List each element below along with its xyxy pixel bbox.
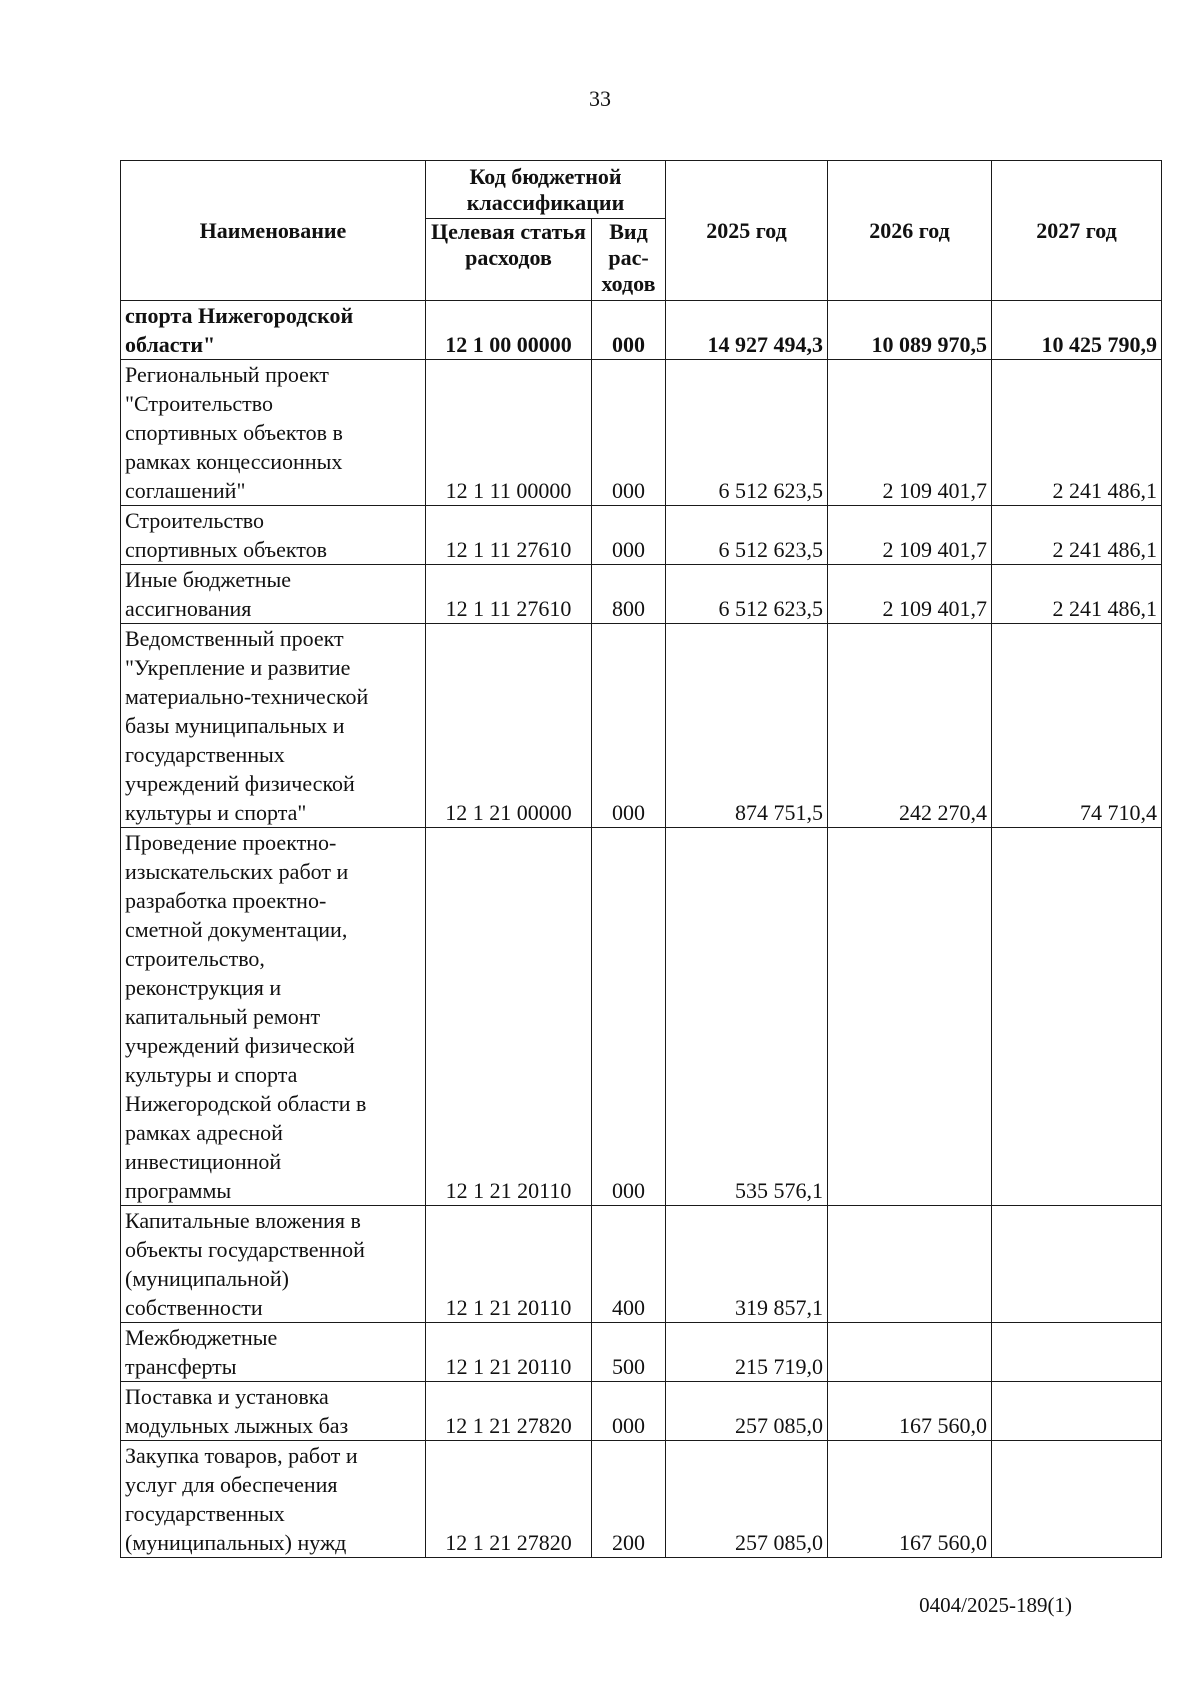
row-name: Региональный проект "Строительство спортивных объектов в рамках концессионных соглашений" (121, 360, 426, 506)
row-expense-type: 000 (592, 1382, 666, 1441)
row-expense-type: 000 (592, 828, 666, 1206)
row-value-2027: 2 241 486,1 (992, 506, 1162, 565)
row-expense-type: 000 (592, 360, 666, 506)
row-expense-type: 000 (592, 506, 666, 565)
row-target-article: 12 1 21 20110 (426, 1206, 592, 1323)
row-value-2026: 2 109 401,7 (828, 565, 992, 624)
row-value-2027 (992, 828, 1162, 1206)
header-target-article: Целевая статья расходов (426, 219, 592, 301)
table-row (121, 360, 1162, 506)
row-value-2027: 2 241 486,1 (992, 360, 1162, 506)
row-target-article: 12 1 21 20110 (426, 1323, 592, 1382)
row-value-2027: 2 241 486,1 (992, 565, 1162, 624)
row-value-2027 (992, 1323, 1162, 1382)
table-row (121, 506, 1162, 565)
row-value-2026: 242 270,4 (828, 624, 992, 828)
row-value-2026 (828, 828, 992, 1206)
row-name: Закупка товаров, работ и услуг для обеспечения государственных (муниципальных) нужд (121, 1441, 426, 1558)
table-header (121, 161, 1162, 301)
row-name: спорта Нижегородской области" (121, 301, 426, 360)
row-value-2027 (992, 1206, 1162, 1323)
table-row (121, 1382, 1162, 1441)
row-value-2026: 2 109 401,7 (828, 360, 992, 506)
row-value-2025: 6 512 623,5 (666, 506, 828, 565)
page-number: 33 (589, 86, 611, 111)
row-value-2026 (828, 1206, 992, 1323)
row-value-2025: 257 085,0 (666, 1441, 828, 1558)
row-target-article: 12 1 11 27610 (426, 506, 592, 565)
row-name: Строительство спортивных объектов (121, 506, 426, 565)
row-target-article: 12 1 11 00000 (426, 360, 592, 506)
row-value-2026: 167 560,0 (828, 1382, 992, 1441)
row-value-2026: 10 089 970,5 (828, 301, 992, 360)
row-expense-type: 200 (592, 1441, 666, 1558)
row-name: Межбюджетные трансферты (121, 1323, 426, 1382)
row-name: Иные бюджетные ассигнования (121, 565, 426, 624)
header-2025: 2025 год (666, 161, 828, 301)
header-2026: 2026 год (828, 161, 992, 301)
row-target-article: 12 1 00 00000 (426, 301, 592, 360)
row-name: Проведение проектно- изыскательских работ и разработка проектно- сметной документации, строительство, реконструкция и капитальный ремонт учреждений физической культуры и спорта Нижегородской области в рамках адресной инвестиционной программы (121, 828, 426, 1206)
row-expense-type: 400 (592, 1206, 666, 1323)
table-row (121, 1206, 1162, 1323)
row-target-article: 12 1 21 27820 (426, 1382, 592, 1441)
row-value-2025: 535 576,1 (666, 828, 828, 1206)
row-value-2025: 319 857,1 (666, 1206, 828, 1323)
row-value-2025: 6 512 623,5 (666, 360, 828, 506)
row-target-article: 12 1 21 00000 (426, 624, 592, 828)
table-body (121, 301, 1162, 1558)
row-name: Поставка и установка модульных лыжных баз (121, 1382, 426, 1441)
row-name: Капитальные вложения в объекты государственной (муниципальной) собственности (121, 1206, 426, 1323)
table-row (121, 565, 1162, 624)
row-value-2026 (828, 1323, 992, 1382)
header-name: Наименование (121, 161, 426, 301)
header-2027: 2027 год (992, 161, 1162, 301)
row-value-2025: 215 719,0 (666, 1323, 828, 1382)
row-value-2026: 2 109 401,7 (828, 506, 992, 565)
table-row (121, 1441, 1162, 1558)
budget-table (120, 160, 1162, 1558)
row-expense-type: 800 (592, 565, 666, 624)
header-expense-type: Вид рас-ходов (592, 219, 666, 301)
header-code-group: Код бюджетной классификации (426, 161, 666, 219)
row-expense-type: 000 (592, 624, 666, 828)
row-value-2027: 74 710,4 (992, 624, 1162, 828)
table-row (121, 301, 1162, 360)
row-name: Ведомственный проект "Укрепление и развитие материально-технической базы муниципальных и государственных учреждений физической культуры и спорта" (121, 624, 426, 828)
row-value-2027 (992, 1441, 1162, 1558)
row-value-2027 (992, 1382, 1162, 1441)
row-value-2025: 6 512 623,5 (666, 565, 828, 624)
table-row (121, 1323, 1162, 1382)
row-expense-type: 500 (592, 1323, 666, 1382)
row-target-article: 12 1 21 27820 (426, 1441, 592, 1558)
table-row (121, 828, 1162, 1206)
row-value-2025: 257 085,0 (666, 1382, 828, 1441)
document-number: 0404/2025-189(1) (919, 1593, 1072, 1617)
row-value-2025: 874 751,5 (666, 624, 828, 828)
row-target-article: 12 1 11 27610 (426, 565, 592, 624)
row-value-2025: 14 927 494,3 (666, 301, 828, 360)
table-row (121, 624, 1162, 828)
row-expense-type: 000 (592, 301, 666, 360)
row-value-2026: 167 560,0 (828, 1441, 992, 1558)
row-target-article: 12 1 21 20110 (426, 828, 592, 1206)
row-value-2027: 10 425 790,9 (992, 301, 1162, 360)
